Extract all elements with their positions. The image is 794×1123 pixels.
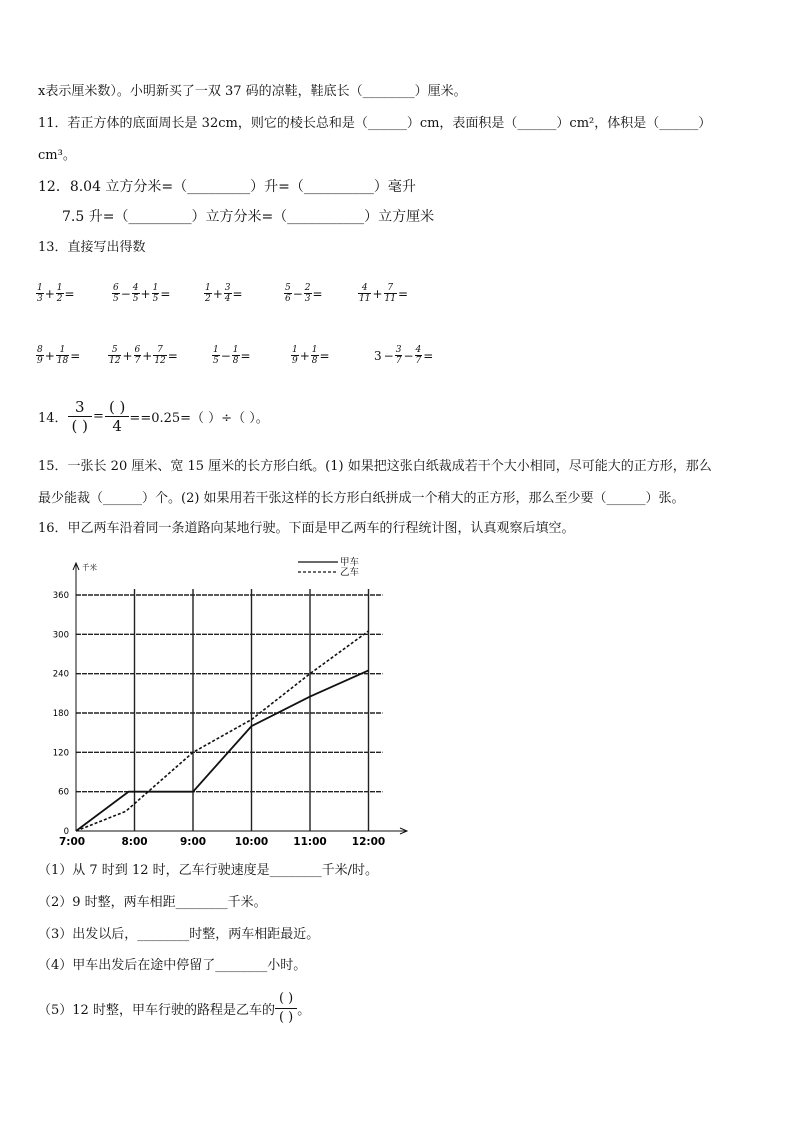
y-tick-label: 300 (52, 630, 69, 641)
q15-line1: 15．一张长 20 厘米、宽 15 厘米的长方形白纸。(1) 如果把这张白纸裁成若干个大小相同，尽可能大的正方形，那么 (38, 459, 712, 474)
calc-expression (291, 345, 331, 366)
x-tick-label: 12:00 (351, 836, 386, 848)
y-tick-label: 360 (52, 591, 69, 601)
operator: = (423, 348, 434, 363)
fraction (395, 345, 403, 366)
calc-expression (358, 283, 409, 304)
fraction-denominator: 5 (113, 294, 119, 304)
operator: = (167, 348, 178, 363)
fraction-denominator: 7 (134, 356, 141, 366)
q16-sub4: （4）甲车出发后在途中停留了________小时。 (38, 958, 307, 973)
q10-tail-text: x表示厘米数）。小明新买了一双 37 码的凉鞋，鞋底长（________）厘米。 (38, 84, 467, 99)
calc-expression (373, 345, 434, 366)
x-tick-label: 10:00 (234, 836, 269, 848)
q12-line1: 12．8.04 立方分米=（_________）升=（__________）毫升 (38, 179, 416, 195)
legend-label: 甲车 (340, 557, 360, 568)
fraction-denominator: 8 (311, 356, 318, 366)
operator: = (319, 348, 330, 363)
y-axis-label: 千米 (82, 563, 97, 572)
operator: + (212, 286, 223, 301)
q14-frac2-den: 4 (112, 417, 122, 435)
fraction (384, 283, 397, 304)
fraction-denominator: 12 (109, 356, 121, 366)
operator: = (312, 286, 323, 301)
calc-expression (36, 283, 76, 304)
q11-line2: cm³。 (38, 148, 76, 163)
operator: + (372, 286, 383, 301)
fraction (224, 283, 232, 304)
fraction (304, 283, 312, 304)
fraction (134, 345, 142, 366)
fraction-denominator: 6 (285, 294, 291, 304)
y-tick-label: 120 (52, 748, 69, 759)
fraction-denominator: 9 (292, 356, 298, 366)
q16-sub5-prefix: （5）12 时整，甲车行驶的路程是乙车的 (38, 1003, 275, 1018)
operator: = (397, 286, 409, 301)
fraction (284, 283, 292, 304)
calc-expression (212, 345, 252, 366)
q16-sub1: （1）从 7 时到 12 时，乙车行驶速度是________千米/时。 (38, 863, 378, 878)
q16-sub2: （2）9 时整，两车相距________千米。 (38, 895, 267, 910)
fraction-denominator: 18 (56, 356, 69, 366)
fraction (56, 345, 69, 366)
y-tick-label: 0 (63, 827, 69, 837)
fraction-denominator: 2 (56, 294, 63, 304)
q14-expression: 14． $\frac{3}{( )}$ = $\frac{( )}{4}$ ==0.25=（ ）÷（ ）。 (38, 398, 269, 435)
operator: + (44, 286, 55, 301)
fraction (358, 283, 371, 304)
fraction-denominator: 2 (205, 294, 211, 304)
operator: − (292, 286, 303, 301)
fraction-numerator: 3 (224, 283, 231, 293)
fraction (36, 283, 44, 304)
q16-sub5-den: ( ) (278, 1010, 294, 1025)
fraction-denominator: 9 (37, 356, 43, 366)
fraction-numerator: 1 (152, 283, 159, 293)
q13-title: 13．直接写出得数 (38, 240, 146, 255)
chart-legend (298, 556, 360, 578)
fraction-numerator: 7 (384, 283, 397, 294)
calc-expression (36, 345, 81, 366)
fraction-numerator: 6 (134, 345, 141, 355)
operator: = (64, 286, 75, 301)
operator: + (142, 348, 153, 363)
operator: − (120, 286, 131, 301)
operator: + (140, 286, 151, 301)
fraction-numerator: 4 (415, 345, 422, 355)
fraction-denominator: 12 (154, 356, 166, 366)
q16-line1: 16．甲乙两车沿着同一条道路向某地行驶。下面是甲乙两车的行程统计图，认真观察后填空。 (38, 521, 575, 536)
operator: − (403, 348, 414, 363)
chart-grid (76, 589, 383, 831)
fraction (112, 283, 120, 304)
q14-frac2-num: ( ) (105, 398, 129, 417)
q16-sub5-fraction (275, 990, 297, 1027)
fraction-numerator: 1 (311, 345, 318, 355)
x-tick-label: 7:00 (58, 836, 86, 848)
fraction (291, 345, 299, 366)
fraction (56, 283, 64, 304)
operator: = (232, 286, 243, 301)
q14-label: 14． (38, 411, 68, 426)
x-tick-label: 11:00 (293, 836, 327, 848)
q16-sub5-suffix: 。 (297, 1003, 311, 1018)
y-tick-label: 60 (58, 787, 69, 798)
operator: = (70, 348, 81, 363)
fraction-numerator: 1 (232, 345, 239, 355)
fraction (415, 345, 423, 366)
fraction (232, 345, 240, 366)
chart-lines (76, 631, 369, 831)
calc-expression (108, 345, 179, 366)
fraction (212, 345, 220, 366)
calc-expression (204, 283, 244, 304)
fraction-numerator: 4 (132, 283, 139, 293)
operator: 3 (374, 348, 382, 363)
fraction-denominator: 5 (132, 294, 139, 304)
fraction (152, 283, 160, 304)
fraction-numerator: 1 (56, 345, 69, 356)
q14-fraction-1 (68, 398, 92, 435)
operator: = (240, 348, 251, 363)
fraction-denominator: 7 (415, 356, 422, 366)
q16-sub5-num: ( ) (275, 990, 297, 1009)
operator: + (122, 348, 133, 363)
operator: − (220, 348, 231, 363)
chart-axes (73, 563, 407, 834)
fraction (108, 345, 121, 366)
fraction-denominator: 5 (213, 356, 219, 366)
fraction-numerator: 7 (153, 345, 166, 356)
fraction-numerator: 5 (108, 345, 121, 356)
fraction (311, 345, 319, 366)
fraction-denominator: 11 (384, 294, 396, 304)
fraction-denominator: 3 (304, 294, 311, 304)
calc-expression (112, 283, 171, 304)
q14-tail: ==0.25=（ ）÷（ ）。 (129, 411, 269, 426)
fraction-denominator: 5 (152, 294, 159, 304)
fraction-denominator: 3 (37, 294, 43, 304)
fraction (153, 345, 166, 366)
q16-sub5 (38, 990, 310, 1027)
fraction-numerator: 4 (358, 283, 371, 294)
fraction-numerator: 2 (304, 283, 311, 293)
operator: = (160, 286, 171, 301)
series-line-yi (76, 631, 369, 831)
y-tick-label: 240 (52, 669, 69, 680)
fraction-numerator: 1 (213, 345, 219, 355)
fraction-numerator: 8 (37, 345, 43, 355)
fraction-numerator: 1 (292, 345, 298, 355)
x-tick-label: 9:00 (179, 836, 207, 848)
q15-line2: 最少能裁（______）个。(2) 如果用若干张这样的长方形白纸拼成一个稍大的正方形，那么至少要（______）张。 (38, 491, 685, 506)
fraction-numerator: 6 (113, 283, 119, 293)
fraction-numerator: 1 (37, 283, 43, 293)
operator: + (299, 348, 310, 363)
fraction-denominator: 7 (395, 356, 402, 366)
series-line-jia (76, 670, 369, 831)
x-tick-label: 8:00 (121, 836, 148, 848)
fraction-numerator: 1 (205, 283, 211, 293)
fraction-numerator: 1 (56, 283, 63, 293)
fraction (132, 283, 140, 304)
operator: − (383, 348, 394, 363)
q14-frac1-den: ( ) (71, 417, 89, 435)
fraction-numerator: 3 (395, 345, 402, 355)
q14-fraction-2 (105, 398, 129, 435)
chart-labels (53, 562, 385, 848)
operator: + (44, 348, 55, 363)
q12-line2: 7.5 升=（_________）立方分米=（___________）立方厘米 (62, 209, 435, 225)
fraction-numerator: 5 (285, 283, 291, 293)
fraction-denominator: 4 (224, 294, 231, 304)
q16-sub3: （3）出发以后，________时整，两车相距最近。 (38, 927, 320, 942)
fraction (36, 345, 44, 366)
calc-expression (284, 283, 324, 304)
q14-frac1-num: 3 (68, 398, 92, 417)
legend-label: 乙车 (340, 567, 360, 578)
fraction-denominator: 8 (232, 356, 239, 366)
fraction-denominator: 11 (359, 294, 371, 304)
q11-line1: 11．若正方体的底面周长是 32cm，则它的棱长总和是（______）cm，表面积是（______）cm²，体积是（______） (38, 116, 712, 131)
fraction (204, 283, 212, 304)
y-tick-label: 180 (52, 709, 69, 719)
travel-line-chart (30, 548, 420, 856)
